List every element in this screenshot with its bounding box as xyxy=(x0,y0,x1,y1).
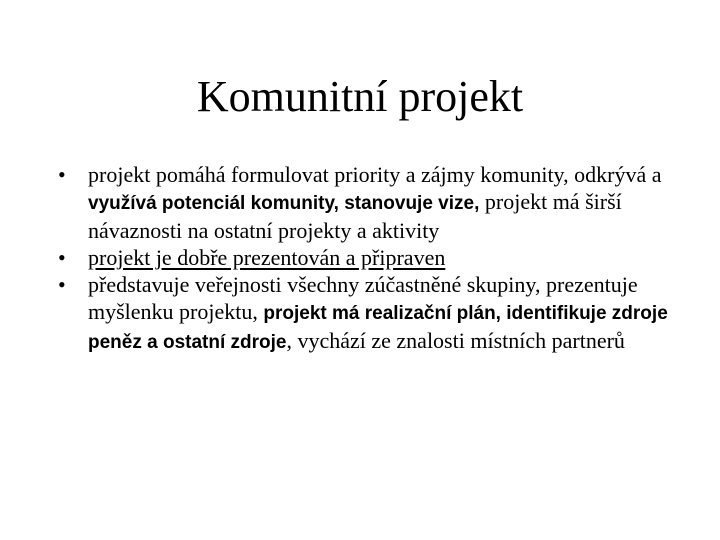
bullet-1-emphasis: využívá potenciál komunity, stanovuje vize, xyxy=(88,193,480,214)
list-item xyxy=(58,244,678,271)
bullet-1-text-end: projekt má širší návaznosti na ostatní projekty a aktivity xyxy=(88,189,622,243)
list-item xyxy=(58,161,678,244)
slide-title: Komunitní projekt xyxy=(196,72,524,121)
bullet-3-text-end: , vychází ze znalosti místních partnerů xyxy=(286,328,625,353)
bullet-3-emphasis: projekt má realizační plán, identifikuje zdroje peněz a ostatní zdroje xyxy=(88,303,668,353)
bullet-1-text: projekt pomáhá formulovat priority a zájmy komunity, odkrývá a xyxy=(88,162,662,187)
bullet-icon: • xyxy=(58,162,66,187)
bullet-icon: • xyxy=(58,272,66,297)
bullet-list xyxy=(58,161,678,356)
bullet-2-text: projekt je dobře prezentován a připraven xyxy=(88,245,446,270)
list-item xyxy=(58,271,678,356)
bullet-3-text: představuje veřejnosti všechny zúčastněné skupiny, prezentuje myšlenku projektu, xyxy=(88,272,638,324)
bullet-icon: • xyxy=(58,245,66,270)
